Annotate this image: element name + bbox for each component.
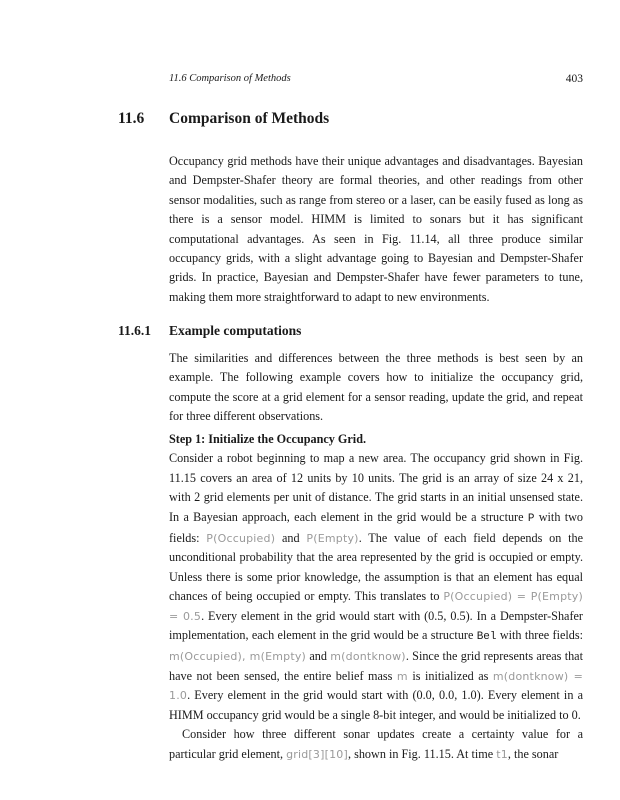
- step1-block: [169, 430, 583, 764]
- math-fields: m(Occupied), m(Empty): [169, 650, 307, 664]
- math-m: m: [396, 669, 408, 683]
- text: and: [275, 531, 307, 546]
- subsection-number: 11.6.1: [118, 323, 152, 338]
- code-bel: Bel: [476, 631, 497, 644]
- math-equal-probability: P(Occupied) = P(Empty) = 0.5: [169, 590, 583, 623]
- text: . Every element in the grid would start with (0.5, 0.5). In a Dempster-Shafer implementation, each element in the grid would be a structure: [169, 608, 583, 643]
- running-head-section: 11.6 Comparison of Methods: [169, 73, 291, 84]
- text: . Since the grid represents areas that have not been sensed, the entire belief mass: [169, 649, 583, 683]
- final-paragraph: [169, 725, 583, 764]
- text: with three fields:: [496, 628, 583, 643]
- math-grid-element: grid[3][10]: [286, 747, 348, 761]
- section-number: 11.6: [118, 110, 145, 127]
- math-time: t1: [496, 747, 508, 761]
- text: . The value of each field depends on the unconditional probability that the area represented by the grid is occupied or empty. Unless there is some prior knowledge, the assumption is that an element has equal chances of being occupied or empty. This translates to: [169, 531, 583, 604]
- code-p: P: [527, 512, 535, 525]
- math-p-empty: P(Empty): [306, 532, 359, 546]
- text: and: [306, 649, 331, 664]
- section-title: Comparison of Methods: [169, 110, 330, 127]
- section-paragraph: Occupancy grid methods have their unique advantages and disadvantages. Bayesian and Dempster-Shafer theory are formal theories, and other readings from other sensor modalities, such as range from stereo or a laser, can be easily fused as long as there is a sensor model. HIMM is limited to sonars but it has significant computational advantages. As seen in Fig. 11.14, all three produce similar occupancy grids, with a slight advantage going to Bayesian and Dempster-Shafer grids. In practice, Bayesian and Dempster-Shafer have fewer parameters to tune, making them more straightforward to adapt to new environments.: [169, 154, 583, 304]
- math-p-occupied: P(Occupied): [206, 532, 276, 546]
- running-head: [169, 73, 583, 84]
- math-dontknow: m(dontknow): [330, 650, 406, 664]
- page-number: 403: [565, 73, 583, 85]
- text: , shown in Fig. 11.15. At time: [348, 746, 497, 761]
- text: , the sonar: [507, 746, 559, 761]
- text: with two fields:: [169, 509, 583, 546]
- step1-title: Step 1: Initialize the Occupancy Grid.: [169, 432, 367, 446]
- subsection-paragraph: The similarities and differences between the three methods is best seen by an example. The following example covers how to initialize the occupancy grid, compute the score at a grid element for a sensor reading, update the grid, and repeat for three different observations.: [169, 351, 583, 424]
- text: Consider how three different sonar updates create a certainty value for a particular grid element,: [169, 727, 583, 761]
- subsection-title: Example computations: [169, 323, 302, 338]
- step1-paragraph: [169, 449, 583, 725]
- math-init: m(dontknow) = 1.0: [169, 669, 583, 703]
- text: . Every element in the grid would start with (0.0, 0.0, 1.0). Every element in a HIMM occupancy grid would be a single 8-bit integer, and would be initialized to 0.: [169, 688, 583, 722]
- text: is initialized as: [407, 668, 493, 683]
- text: Consider a robot beginning to map a new area. The occupancy grid shown in Fig. 11.15 covers an area of 12 units by 10 units. The grid is an array of size 24 x 21, with 2 grid elements per unit of distance. The grid starts in an initial unsensed state. In a Bayesian approach, each element in the grid would be a structure: [169, 451, 583, 524]
